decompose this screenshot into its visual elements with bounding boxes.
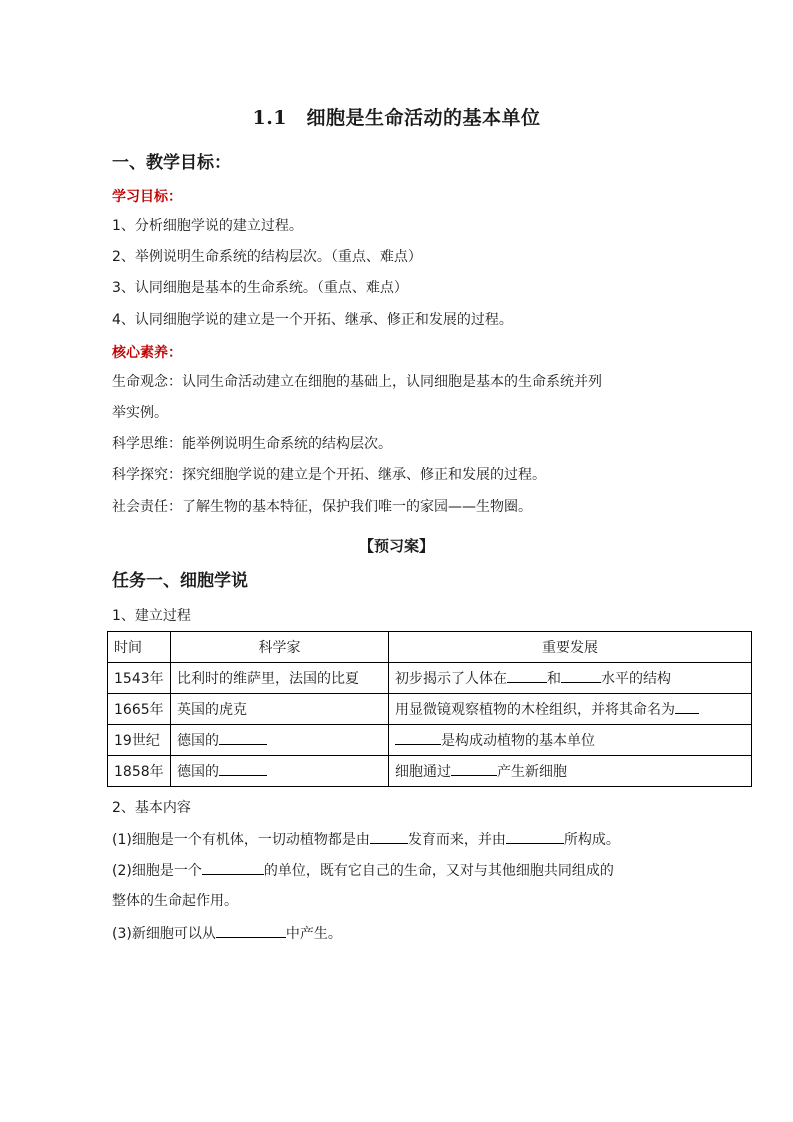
content-paragraph-2: [112, 860, 614, 881]
task-heading: 任务一、细胞学说: [112, 571, 248, 591]
fill-blank[interactable]: [451, 761, 497, 776]
dev-text: 初步揭示了人体在: [395, 671, 507, 687]
content-text: (1)细胞是一个有机体，一切动植物都是由: [112, 832, 370, 848]
fill-blank[interactable]: [506, 829, 564, 844]
fill-blank[interactable]: [370, 829, 408, 844]
table-row: [108, 756, 752, 787]
cell-scientist: 比利时的维萨里，法国的比夏: [171, 663, 389, 694]
section-heading-objectives: 一、教学目标：: [112, 153, 231, 173]
page-title: 1.1 细胞是生命活动的基本单位: [252, 107, 541, 129]
table-row: [108, 694, 752, 725]
cell-development: [389, 756, 752, 787]
cell-time: 1858年: [108, 756, 171, 787]
cell-scientist: 英国的虎克: [171, 694, 389, 725]
core-item: 科学探究：探究细胞学说的建立是个开拓、继承、修正和发展的过程。: [112, 467, 546, 483]
header-time: 时间: [108, 632, 171, 663]
table-row: [108, 663, 752, 694]
fill-blank[interactable]: [219, 730, 267, 745]
dev-text: 细胞通过: [395, 764, 451, 780]
fill-blank[interactable]: [675, 699, 699, 714]
fill-blank[interactable]: [202, 860, 264, 875]
header-scientist: 科学家: [171, 632, 389, 663]
table-header-row: [108, 632, 752, 663]
core-literacy-label: 核心素养：: [112, 345, 182, 361]
fill-blank[interactable]: [219, 761, 267, 776]
cell-time: 1665年: [108, 694, 171, 725]
content-paragraph-1: [112, 829, 620, 850]
goal-item: 1、分析细胞学说的建立过程。: [112, 218, 303, 234]
cell-scientist: [171, 725, 389, 756]
subheading-process: 1、建立过程: [112, 608, 191, 624]
content-paragraph-3: [112, 923, 342, 944]
content-text: (2)细胞是一个: [112, 863, 202, 879]
cell-time: 1543年: [108, 663, 171, 694]
header-development: 重要发展: [389, 632, 752, 663]
cell-development: [389, 663, 752, 694]
preview-title: 【预习案】: [358, 537, 434, 555]
core-item: 科学思维：能举例说明生命系统的结构层次。: [112, 436, 392, 452]
learning-goals-label: 学习目标：: [112, 189, 182, 205]
core-item: 举实例。: [112, 405, 168, 421]
cell-time: 19世纪: [108, 725, 171, 756]
core-item: 生命观念：认同生命活动建立在细胞的基础上，认同细胞是基本的生命系统并列: [112, 374, 602, 390]
core-item: 社会责任：了解生物的基本特征，保护我们唯一的家园——生物圈。: [112, 499, 532, 515]
cell-scientist: [171, 756, 389, 787]
content-text: (3)新细胞可以从: [112, 926, 216, 942]
history-table: [107, 631, 752, 787]
fill-blank[interactable]: [507, 668, 547, 683]
goal-item: 3、认同细胞是基本的生命系统。（重点、难点）: [112, 280, 408, 296]
dev-text: 和: [547, 671, 561, 687]
content-paragraph-2-cont: 整体的生命起作用。: [112, 893, 238, 909]
table-row: [108, 725, 752, 756]
fill-blank[interactable]: [216, 923, 286, 938]
content-text: 的单位，既有它自己的生命，又对与其他细胞共同组成的: [263, 863, 614, 879]
content-text: 中产生。: [285, 926, 342, 942]
content-text: 发育而来，并由: [407, 832, 506, 848]
scientist-text: 德国的: [177, 733, 219, 749]
dev-text: 产生新细胞: [497, 764, 567, 780]
cell-development: [389, 725, 752, 756]
dev-text: 水平的结构: [601, 671, 671, 687]
dev-text: 是构成动植物的基本单位: [441, 733, 595, 749]
goal-item: 2、举例说明生命系统的结构层次。（重点、难点）: [112, 249, 422, 265]
content-text: 所构成。: [563, 832, 620, 848]
fill-blank[interactable]: [561, 668, 601, 683]
goal-item: 4、认同细胞学说的建立是一个开拓、继承、修正和发展的过程。: [112, 312, 513, 328]
cell-development: [389, 694, 752, 725]
subheading-content: 2、基本内容: [112, 800, 191, 816]
dev-text: 用显微镜观察植物的木栓组织，并将其命名为: [395, 702, 675, 718]
scientist-text: 德国的: [177, 764, 219, 780]
fill-blank[interactable]: [395, 730, 441, 745]
